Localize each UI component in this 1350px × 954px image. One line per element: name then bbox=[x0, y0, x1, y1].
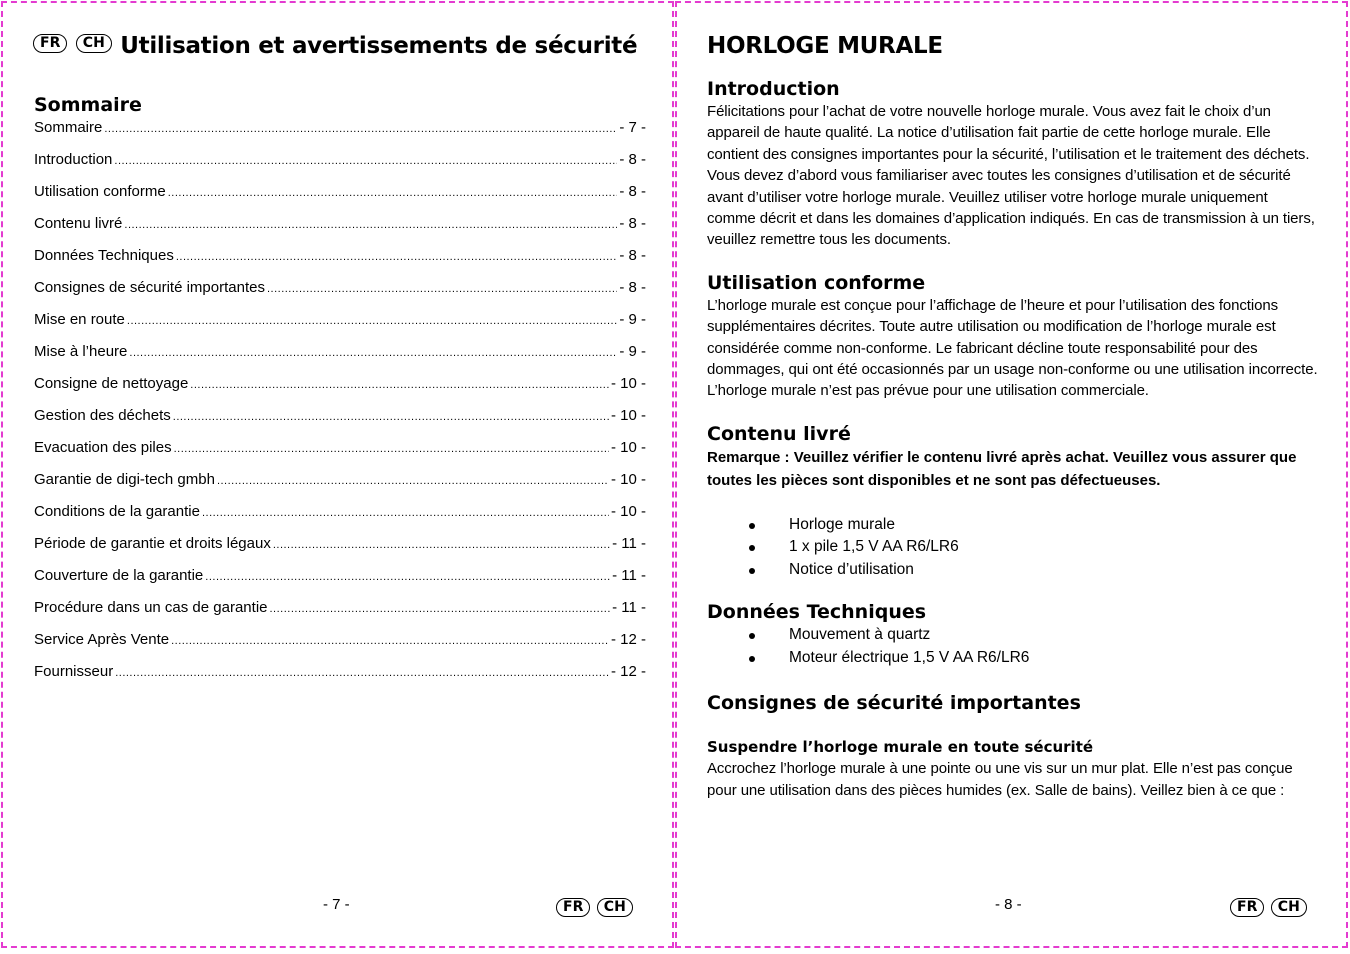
toc-entry bbox=[34, 247, 646, 279]
toc-entry-page: - 10 - bbox=[610, 471, 646, 488]
toc-leader-dots bbox=[267, 283, 617, 295]
toc-entry-page: - 8 - bbox=[619, 183, 646, 200]
toc-entry bbox=[34, 151, 646, 183]
toc-entry-page: - 10 - bbox=[610, 503, 646, 520]
toc-entry bbox=[34, 215, 646, 247]
toc-leader-dots bbox=[171, 635, 609, 647]
toc-entry bbox=[34, 599, 646, 631]
table-of-contents bbox=[34, 119, 646, 695]
toc-entry bbox=[34, 183, 646, 215]
toc-entry-page: - 8 - bbox=[619, 151, 646, 168]
introduction-heading: Introduction bbox=[707, 78, 840, 100]
list-item: 1 x pile 1,5 V AA R6/LR6 bbox=[707, 536, 1319, 559]
toc-entry bbox=[34, 503, 646, 535]
toc-entry bbox=[34, 119, 646, 151]
toc-entry bbox=[34, 311, 646, 343]
toc-entry bbox=[34, 407, 646, 439]
toc-leader-dots bbox=[190, 379, 609, 391]
contenu-remark: Remarque : Veuillez vérifier le contenu livré après achat. Veuillez vous assurer que toutes les pièces sont disponibles et ne sont pas défectueuses. bbox=[707, 448, 1297, 489]
toc-leader-dots bbox=[176, 251, 618, 263]
toc-leader-dots bbox=[104, 123, 617, 135]
toc-leader-dots bbox=[168, 187, 618, 199]
toc-entry-page: - 8 - bbox=[619, 215, 646, 232]
toc-entry-page: - 11 - bbox=[612, 567, 646, 584]
language-badge-ch: CH bbox=[76, 34, 112, 53]
toc-entry bbox=[34, 631, 646, 663]
donnees-heading: Données Techniques bbox=[707, 601, 927, 624]
toc-entry-label: Contenu livré bbox=[34, 215, 123, 232]
footer-badges bbox=[1228, 898, 1307, 917]
toc-entry-label: Evacuation des piles bbox=[34, 439, 172, 456]
toc-entry bbox=[34, 535, 646, 567]
consignes-section bbox=[707, 691, 1319, 801]
toc-leader-dots bbox=[217, 475, 609, 487]
toc-entry bbox=[34, 439, 646, 471]
toc-entry-page: - 8 - bbox=[619, 279, 646, 296]
toc-entry bbox=[34, 471, 646, 503]
list-item: Horloge murale bbox=[707, 514, 1319, 537]
donnees-section bbox=[707, 600, 1319, 669]
title-row bbox=[33, 33, 637, 59]
left-page bbox=[1, 1, 674, 948]
utilisation-heading: Utilisation conforme bbox=[707, 271, 926, 294]
footer-badges bbox=[554, 898, 633, 917]
toc-entry bbox=[34, 343, 646, 375]
toc-leader-dots bbox=[114, 155, 617, 167]
toc-entry-label: Fournisseur bbox=[34, 663, 114, 680]
toc-entry bbox=[34, 375, 646, 407]
right-page bbox=[675, 1, 1348, 948]
contenu-list bbox=[707, 514, 1319, 582]
footer-badge-ch: CH bbox=[1271, 898, 1307, 917]
toc-entry-label: Procédure dans un cas de garantie bbox=[34, 599, 268, 616]
toc-entry-page: - 10 - bbox=[610, 375, 646, 392]
toc-entry-label: Conditions de la garantie bbox=[34, 503, 200, 520]
utilisation-section bbox=[707, 271, 1319, 402]
toc-leader-dots bbox=[129, 347, 617, 359]
right-content bbox=[707, 33, 1319, 801]
toc-entry-label: Introduction bbox=[34, 151, 113, 168]
toc-entry-label: Couverture de la garantie bbox=[34, 567, 204, 584]
introduction-text: Félicitations pour l’achat de votre nouvelle horloge murale. Vous avez fait le choix d’un appareil de haute qualité. La notice d’utilisation fait partie de cette horloge murale. Elle contient des consignes importantes pour la sécurité, l’utilisation et le traitement des déchets. Vous devez d’abord vous familiariser avec toutes les consignes d’utilisation et de sécurité avant d’utiliser votre horloge murale. Veuillez utiliser votre horloge murale uniquement comme décrit et dans les domaines d’application indiqués. En cas de transmission à un tiers, veuillez remettre tous les documents. bbox=[707, 103, 1315, 249]
toc-leader-dots bbox=[173, 411, 609, 423]
toc-entry-page: - 7 - bbox=[619, 119, 646, 136]
toc-entry-page: - 12 - bbox=[610, 663, 646, 680]
toc-entry-label: Consigne de nettoyage bbox=[34, 375, 189, 392]
toc-entry-page: - 8 - bbox=[619, 247, 646, 264]
consignes-subheading: Suspendre l’horloge murale en toute sécurité bbox=[707, 738, 1094, 757]
toc-leader-dots bbox=[205, 571, 610, 583]
toc-entry bbox=[34, 279, 646, 311]
toc-entry-label: Utilisation conforme bbox=[34, 183, 166, 200]
toc-entry-label: Service Après Vente bbox=[34, 631, 170, 648]
footer-badge-fr: FR bbox=[1230, 898, 1264, 917]
donnees-list bbox=[707, 624, 1319, 669]
consignes-heading: Consignes de sécurité importantes bbox=[707, 692, 1081, 715]
toc-entry bbox=[34, 663, 646, 695]
toc-leader-dots bbox=[124, 219, 617, 231]
toc-leader-dots bbox=[174, 443, 609, 455]
toc-entry-label: Sommaire bbox=[34, 119, 103, 136]
page-number: - 8 - bbox=[995, 896, 1022, 913]
toc-entry-page: - 9 - bbox=[619, 311, 646, 328]
toc-entry-page: - 10 - bbox=[610, 439, 646, 456]
page-title: Utilisation et avertissements de sécurité bbox=[120, 33, 638, 59]
toc-leader-dots bbox=[127, 315, 617, 327]
toc-entry-page: - 10 - bbox=[610, 407, 646, 424]
product-title: HORLOGE MURALE bbox=[707, 33, 943, 59]
toc-entry-page: - 9 - bbox=[619, 343, 646, 360]
toc-entry-page: - 11 - bbox=[612, 535, 646, 552]
toc-entry-label: Mise à l’heure bbox=[34, 343, 128, 360]
toc-entry-label: Garantie de digi-tech gmbh bbox=[34, 471, 215, 488]
toc-entry-page: - 11 - bbox=[612, 599, 646, 616]
toc-entry-label: Données Techniques bbox=[34, 247, 174, 264]
toc-heading: Sommaire bbox=[34, 94, 142, 116]
toc-entry bbox=[34, 567, 646, 599]
list-item: Notice d’utilisation bbox=[707, 559, 1319, 582]
list-item: Moteur électrique 1,5 V AA R6/LR6 bbox=[707, 647, 1319, 670]
introduction-section bbox=[707, 77, 1319, 251]
contenu-heading: Contenu livré bbox=[707, 422, 851, 445]
toc-leader-dots bbox=[273, 539, 610, 551]
toc-entry-page: - 12 - bbox=[610, 631, 646, 648]
footer-badge-ch: CH bbox=[597, 898, 633, 917]
toc-entry-label: Consignes de sécurité importantes bbox=[34, 279, 265, 296]
toc-entry-label: Gestion des déchets bbox=[34, 407, 171, 424]
toc-leader-dots bbox=[115, 667, 609, 679]
footer-badge-fr: FR bbox=[556, 898, 590, 917]
toc-leader-dots bbox=[270, 603, 611, 615]
toc-entry-label: Période de garantie et droits légaux bbox=[34, 535, 271, 552]
consignes-text: Accrochez l’horloge murale à une pointe ou une vis sur un mur plat. Elle n’est pas conçue pour une utilisation dans des pièces humides (ex. Salle de bains). Veillez bien à ce que : bbox=[707, 760, 1293, 799]
contenu-section bbox=[707, 422, 1319, 582]
list-item: Mouvement à quartz bbox=[707, 624, 1319, 647]
utilisation-text: L’horloge murale est conçue pour l’affichage de l’heure et pour l’utilisation des fonctions supplémentaires décrites. Toute autre utilisation ou modification de l’horloge murale est considérée comme non-conforme. Le fabricant décline toute responsabilité pour des dommages, qui ont été occasionnés par un usage non-conforme ou une utilisation incorrecte. L’horloge murale n’est pas prévue pour une utilisation commerciale. bbox=[707, 296, 1318, 400]
toc-leader-dots bbox=[202, 507, 609, 519]
language-badge-fr: FR bbox=[33, 34, 67, 53]
page-number: - 7 - bbox=[323, 896, 350, 913]
toc-entry-label: Mise en route bbox=[34, 311, 125, 328]
